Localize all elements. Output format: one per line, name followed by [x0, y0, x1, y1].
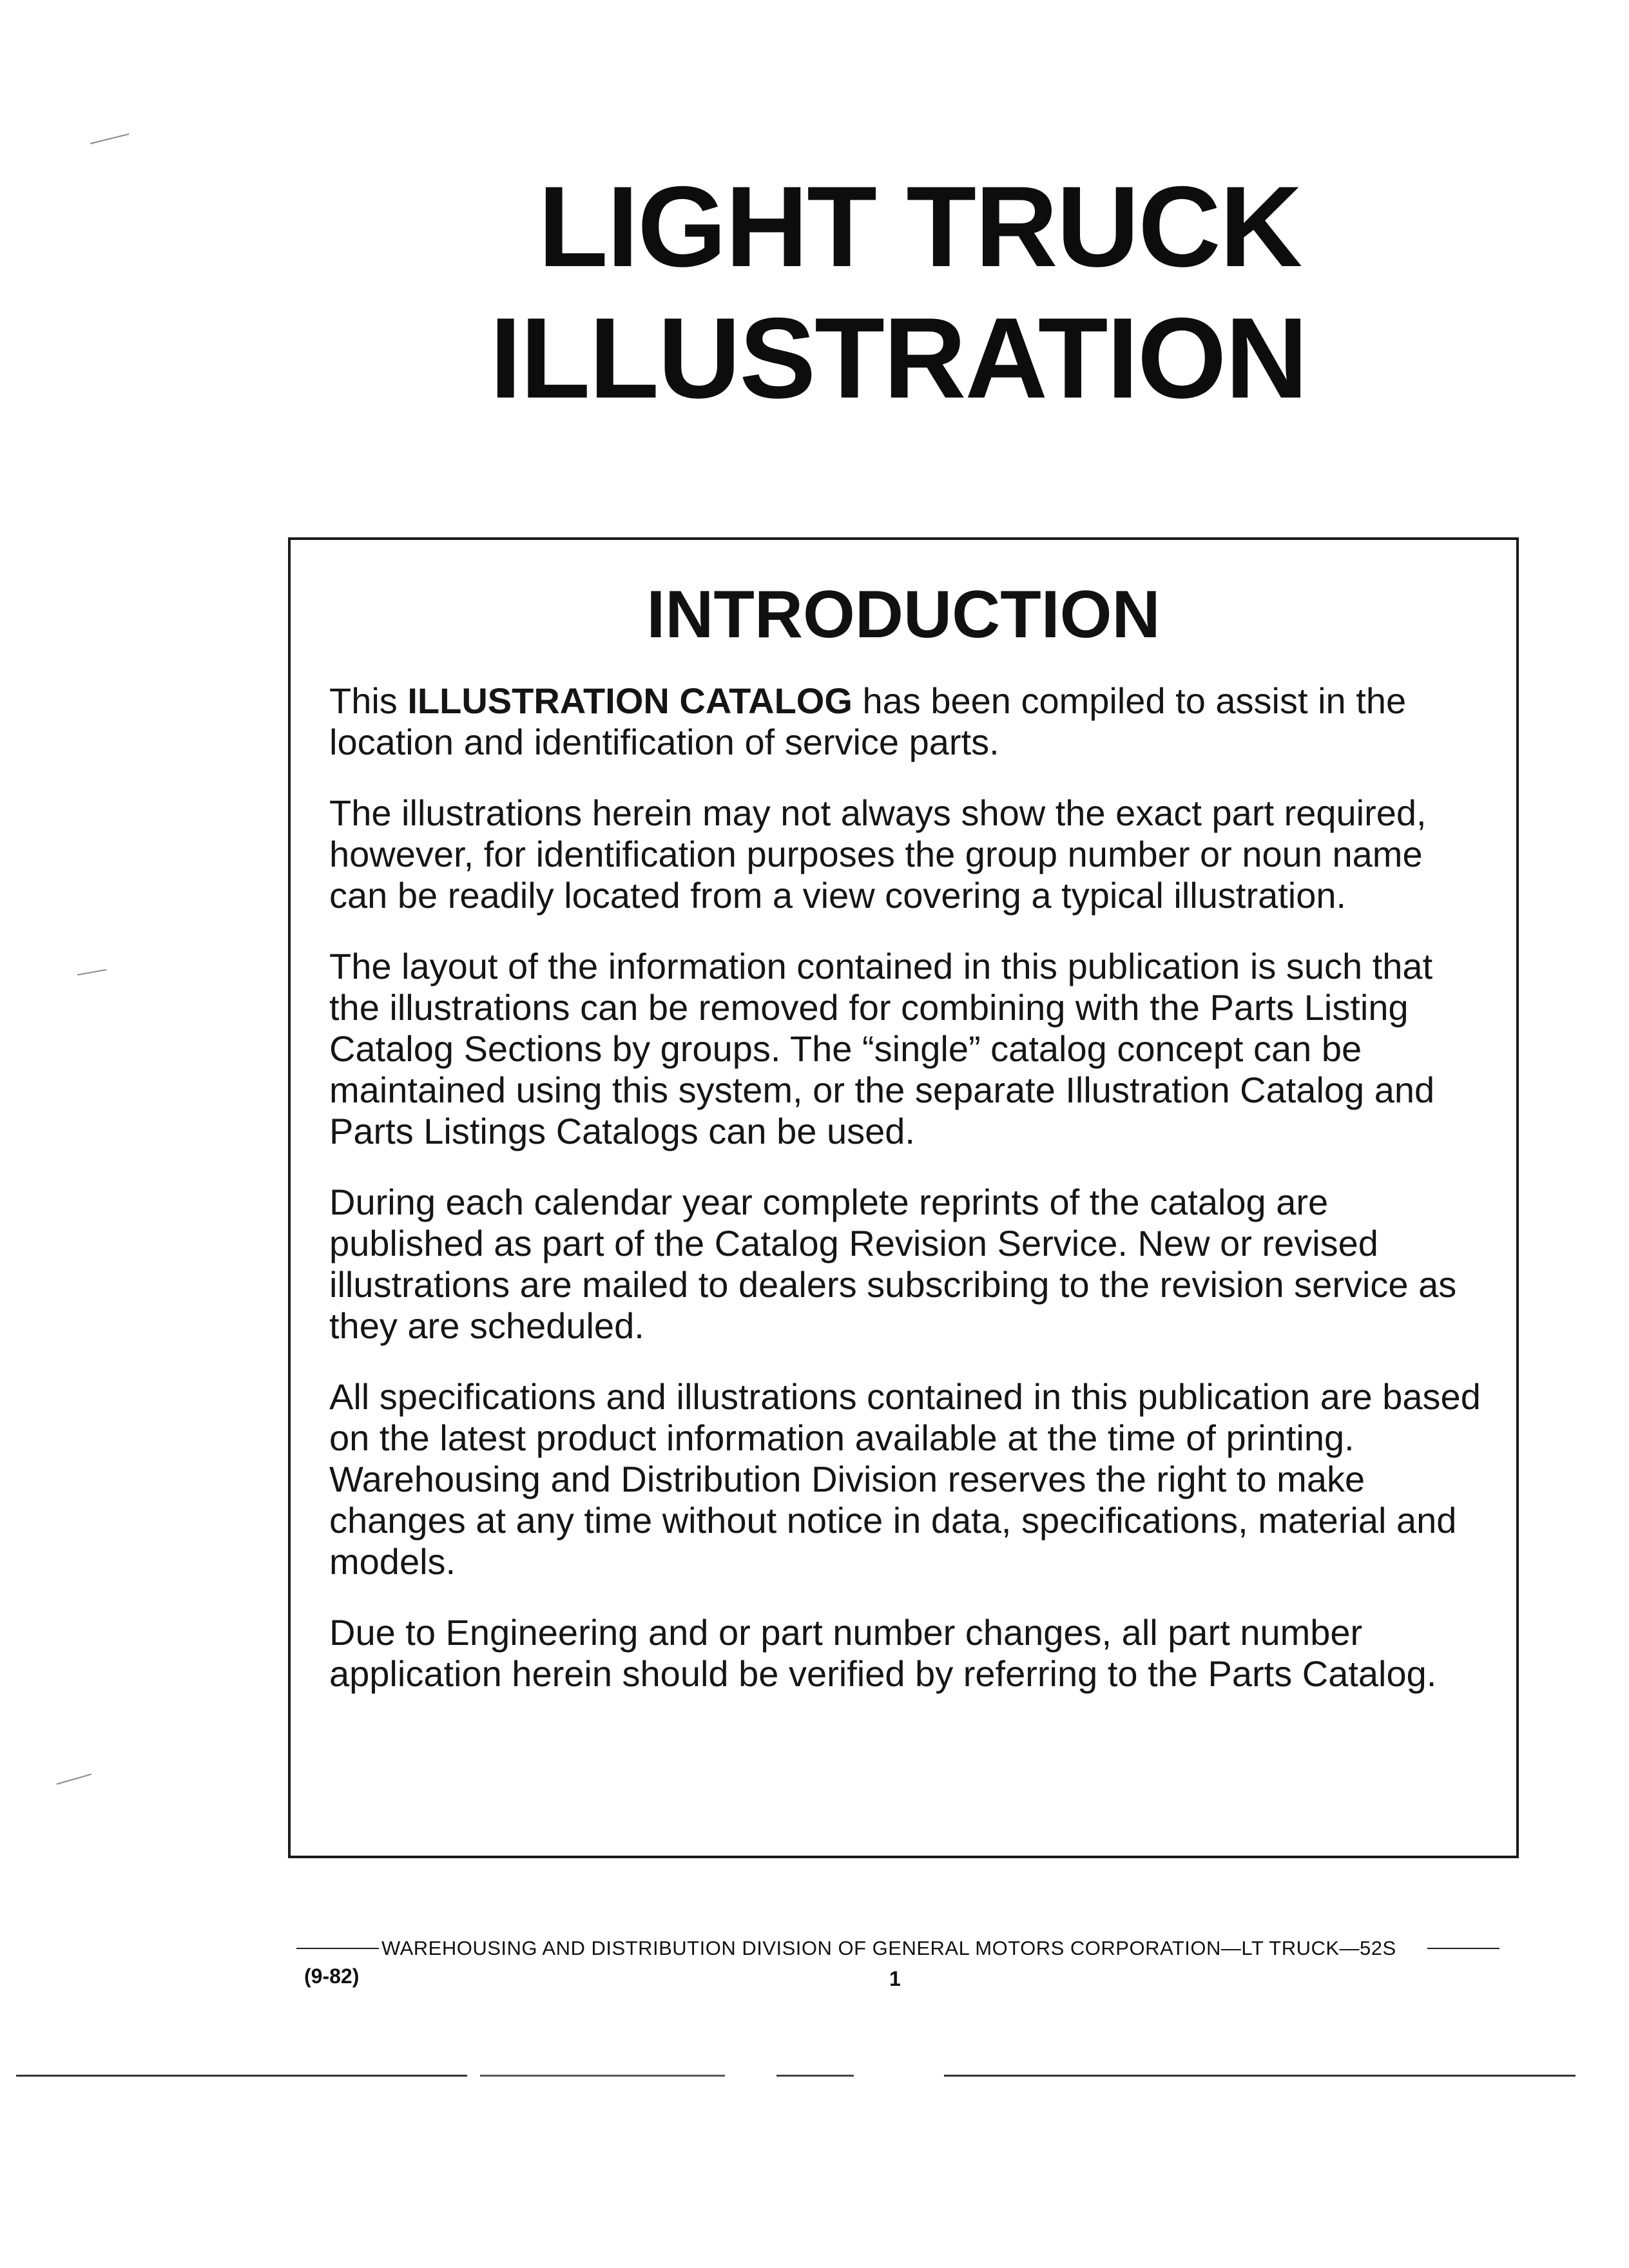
introduction-box [288, 537, 1519, 1858]
scan-mark-top-left [90, 133, 130, 144]
page-title [490, 161, 1327, 424]
intro-paragraph-4: During each calendar year complete reprints of the catalog are published as part of the Catalog Revision Service. New or revised illustrations are mailed to dealers subscribing to the revision service as they are scheduled. [329, 1182, 1457, 1346]
intro-paragraph-1-lead: This [329, 680, 408, 721]
intro-paragraph-2: The illustrations herein may not always show the exact part required, however, for identification purposes the group number or noun name can be readily located from a view covering a typical illustration. [329, 793, 1427, 916]
footer-publisher-row [296, 1936, 1508, 1961]
introduction-heading: INTRODUCTION [646, 577, 1161, 652]
intro-paragraph-1-rest: has been compiled to assist in the location and identification of service parts. [329, 680, 1407, 762]
title-line-1: LIGHT TRUCK [538, 162, 1302, 291]
intro-paragraph-5: All specifications and illustrations contained in this publication are based on the latest product information available at the time of printing. Warehousing and Distribution Division reserves the right to make changes at any time without notice in data, specifications, material and models. [329, 1376, 1481, 1582]
footer-sub-row [296, 1963, 1508, 1992]
introduction-body [329, 680, 1489, 1724]
intro-paragraph-3: The layout of the information contained in this publication is such that the illustrations can be removed for combining with the Parts Listing Catalog Sections by groups. The “single” catalog concept can be maintained using this system, or the separate Illustration Catalog and Parts Listings Catalogs can be used. [329, 946, 1435, 1151]
footer-rule-left [296, 1948, 379, 1949]
scan-mark-mid-left [77, 969, 107, 975]
title-line-2: ILLUSTRATION [490, 294, 1307, 422]
intro-paragraph-6: Due to Engineering and or part number changes, all part number application herein should be verified by referring to the Parts Catalog. [329, 1612, 1437, 1694]
footer-date-code: (9-82) [304, 1965, 360, 1988]
scan-mark-low-left [57, 1774, 92, 1785]
footer-publisher-line: WAREHOUSING AND DISTRIBUTION DIVISION OF GENERAL MOTORS CORPORATION—LT TRUCK—52S [381, 1937, 1396, 1959]
page-footer [296, 1936, 1508, 1992]
page-number: 1 [889, 1967, 901, 1990]
scan-edge-rule [16, 2075, 1576, 2077]
footer-rule-right [1427, 1948, 1499, 1949]
intro-paragraph-1 [329, 680, 1489, 763]
illustration-catalog-emphasis: ILLUSTRATION CATALOG [407, 680, 853, 721]
